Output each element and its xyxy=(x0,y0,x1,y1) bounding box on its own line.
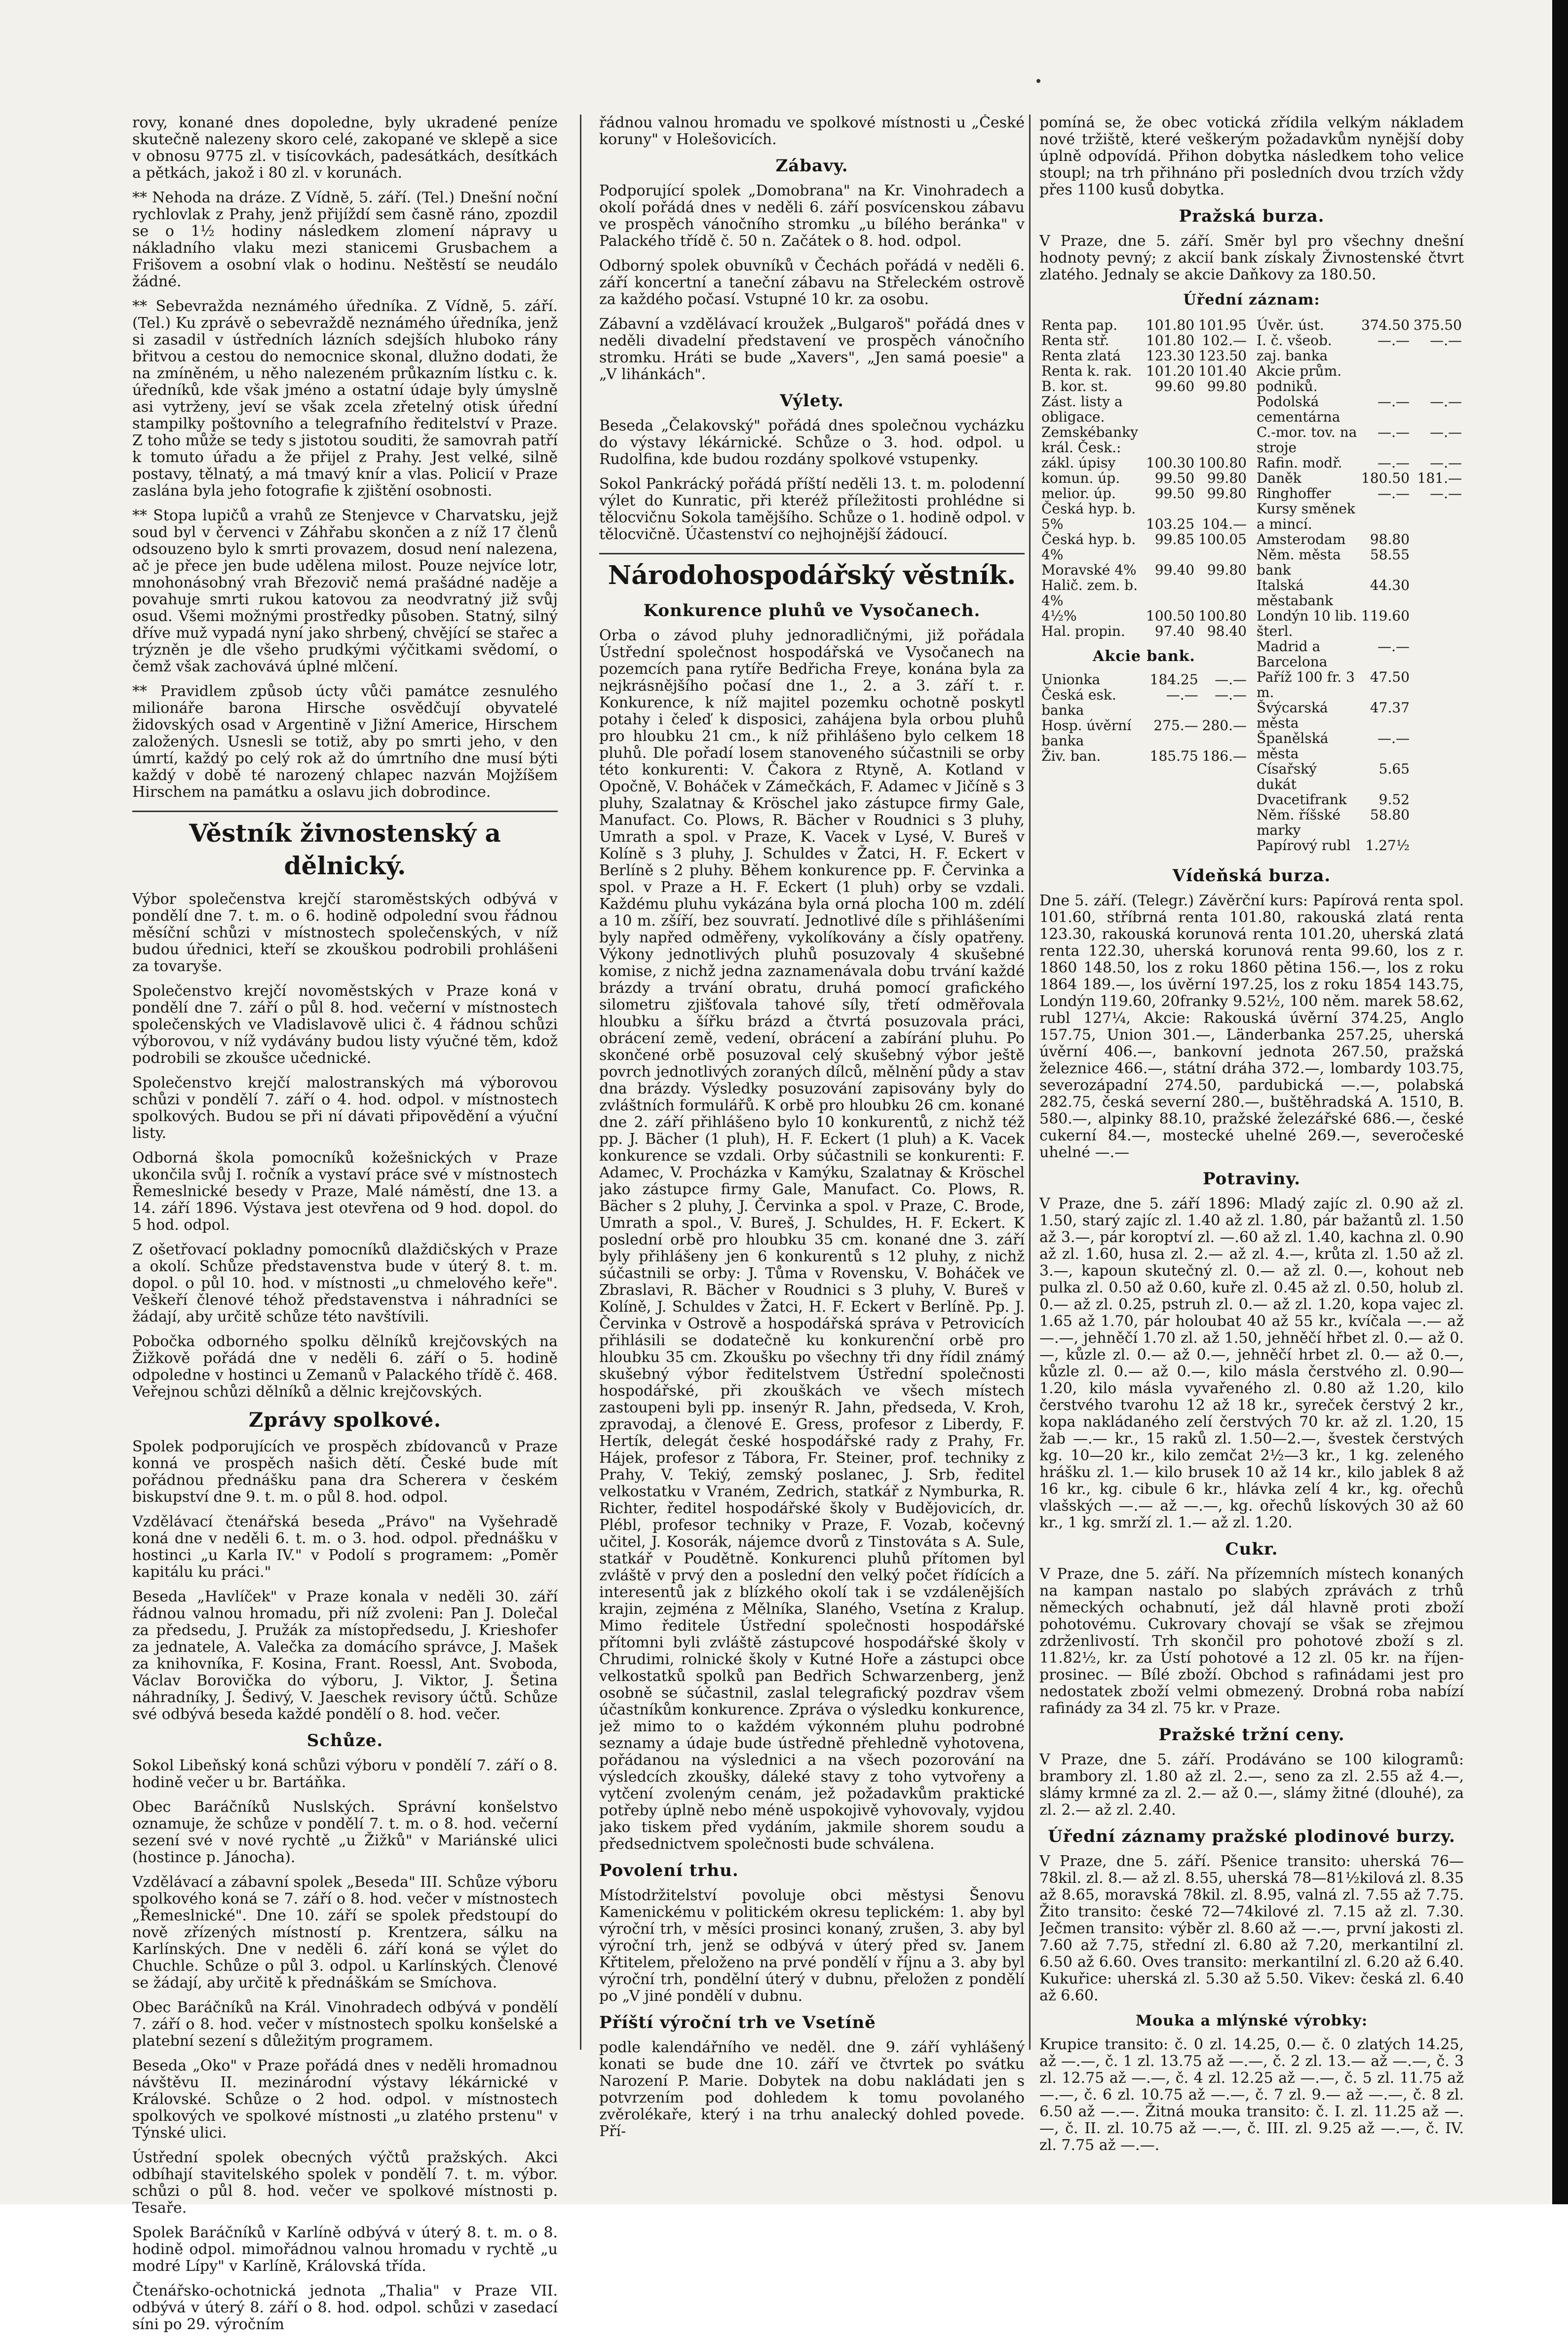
quote-value: 101.80 xyxy=(1146,332,1195,349)
article-paragraph: V Praze, dne 5. září. Prodáváno se 100 kilogramů: brambory zl. 1.80 až zl. 2.—, seno za zl. 2.55 až 4.—, slámy krmné za zl. 2.— až 0.—, slámy žitné (dlouhé), za zl. 2.— až zl. 2.40. xyxy=(1039,1751,1464,1819)
quote-name: Paříž 100 fr. 3 m. xyxy=(1257,669,1355,701)
article-paragraph: podle kalendářního ve neděl. dne 9. září vyhlášený konati se bude dne 10. září ve čtvrtek po svátku Narození P. Marie. Dobytek na dobu nakládati jen s potvrzením pod dohledem k tomu povolaného zvěrolékaře, který i na trhu analecký dohled povede. Pří- xyxy=(599,2039,1025,2140)
article-paragraph: V Praze, dne 5. září. Pšenice transito: uherská 76—78kil. zl. 8.— až zl. 8.55, uherská 78—81½kilová zl. 8.35 až 8.65, moravská 78kil. zl. 8.95, valná zl. 7.55 až 7.75. Žito transito: české 72—74kilové zl. 7.15 až zl. 7.30. Ječmen transito: výběr zl. 8.60 až —.—, první jakosti zl. 7.60 až 7.75, střední zl. 6.80 až 7.20, merkantilní zl. 6.50 až 6.60. Oves transito: merkantilní zl. 6.20 až 6.40. Kukuřice: uherská zl. 5.30 až 5.50. Vikev: česká zl. 6.40 až 6.60. xyxy=(1039,1853,1464,2004)
quote-name: Halič. zem. b. 4% xyxy=(1041,577,1138,609)
quote-value xyxy=(1144,425,1196,455)
quote-row xyxy=(1255,761,1464,792)
quote-value xyxy=(1144,578,1196,608)
quote-name: Česká hyp. b. xyxy=(1041,501,1136,517)
quote-name: B. kor. st. xyxy=(1041,378,1108,394)
quote-name: Zemskébanky král. Česk.: xyxy=(1041,424,1138,456)
quote-name: Renta pap. xyxy=(1041,317,1117,333)
bank-quotes-table xyxy=(1039,672,1249,764)
article-paragraph: Společenstvo krejčí malostranských má výborovou schůzi v pondělí 7. září o 4. hod. odpol. v místnostech spolkových. Budou se při ní dávati připovědění a výuční listy. xyxy=(132,1074,558,1142)
quote-value: —.— xyxy=(1166,687,1198,703)
quote-value xyxy=(1412,532,1464,547)
quote-value: 1.27½ xyxy=(1365,837,1410,854)
quote-value: —.— xyxy=(1215,671,1247,688)
quote-row xyxy=(1255,455,1464,470)
quote-value: 99.85 xyxy=(1154,531,1195,547)
quote-value: 101.40 xyxy=(1198,363,1247,379)
quote-row xyxy=(1255,470,1464,486)
quote-value: 99.80 xyxy=(1207,485,1247,502)
quote-value: 58.80 xyxy=(1370,807,1410,823)
quote-row xyxy=(1039,578,1249,608)
quote-value: 375.50 xyxy=(1414,317,1462,333)
quote-value: 123.50 xyxy=(1198,348,1247,364)
quote-row xyxy=(1039,363,1249,379)
quote-row xyxy=(1039,532,1249,562)
left-quote-block xyxy=(1039,315,1249,862)
quote-name: Hal. propin. xyxy=(1041,623,1125,639)
quote-value xyxy=(1412,807,1464,838)
quote-row xyxy=(1255,639,1464,669)
article-paragraph: Čtenářsko-ochotnická jednota „Thalia" v Praze VII. odbývá v úterý 8. září o 8. hod. odpol. schůzi v zasedací síni po 29. výročním xyxy=(132,2282,558,2333)
quote-value: 97.40 xyxy=(1154,623,1195,639)
column-2 xyxy=(599,115,1025,2148)
page-edge-bar xyxy=(1552,0,1568,2204)
quote-value xyxy=(1196,578,1249,608)
article-paragraph: Orba o závod pluhy jednoradličnými, již pořádala Ústřední společnost hospodářská ve Vysočanech na pozemcích pana rytíře Bedřicha Freye, konána byla za nejkrásnějšího počasí dne 1., 2. a 3. září t. r. Konkurence, k níž majitel pozemku ochotně poskytl potahy i čeleď k disposici, zahájena byla orbou pluhů pro hloubku 21 cm., k níž přihlášeno bylo celkem 18 pluhů. Dle pořadí losem stanoveného súčastnili se orby této konkurenti: V. Čakora z Rtyně, A. Kotland v Opočně, V. Boháček v Zámečkách, F. Adamec v Jičíně s 3 pluhy, Szalatnay & Kröschel jako zástupce firmy Gale, Manufact. Co. Plows, R. Bächer v Roudnici s 3 pluhy, Umrath a spol. v Praze, K. Vacek v Lysé, V. Bureš v Kolíně s 3 pluhy, J. Schuldes v Žatci, H. F. Eckert v Berlíně s 2 pluhy. Během konkurence pp. F. Červinka a spol. v Praze a H. F. Eckert (1 pluh) orby se vzdali. Každému pluhu vykázána byla orná plocha 100 m. zdélí a 10 m. zšíří, bez souvratí. Jednotlivé díle s přihlášeními byly napřed odměřeny, vykolíkovány a čísly opatřeny. Výkony jednotlivých pluhů posuzovaly 4 skušebné komise, z nichž jedna zaznamenávala dobu trvání každé brázdy a trvání obratu, druhá pomocí grafického silometru zjišťovala tahové síly, třetí odměřovala hloubku a šířku brázd a čtvrtá posuzovala práci, obrácení země, vedení, obrácení a zabírání pluhu. Po skončené orbě posuzoval celý skušebný výbor ještě povrch jednotlivých zoraných dílců, mělnění půdy a stav dna brázdy. Výsledky posuzování zapisovány byly do zvláštních formulářů. K orbě pro hloubku 26 cm. konané dne 2. září přihlášeno bylo 10 konkurentů, z nichž též pp. J. Bächer (1 pluh), H. F. Eckert (1 pluh) a K. Vacek konkurence se vzdali. Orby súčastnili se konkurenti: F. Adamec, V. Procházka v Kamýku, Szalatnay & Kröschel jako zástupce firmy Gale, Manufact. Co. Plows, R. Bächer s 2 pluhy, J. Červinka a spol. v Praze, C. Brode, Umrath a spol., V. Bureš, J. Schuldes, H. F. Eckert. K poslední orbě pro hloubku 35 cm. konané dne 3. září byly přihlášeny jen 6 konkurentů s 12 pluhy, z nichž súčastnili se orby: J. Tůma v Rovensku, V. Boháček ve Zbraslavi, R. Bächer v Roudnici s 3 pluhy, V. Bureš v Kolíně, J. Schuldes v Žatci, H. F. Eckert v Berlíně. Pp. J. Červinka v Ostrově a hospodářská správa v Petrovicích přihlásili se dodatečně ku konkurenční orbě pro hloubku 35 cm. Zkoušku po všechny tři dny řídil známý skušebný výbor ředitelstvem Ústřední společnosti hospodářské, při zkouškách ve všech místech zastoupeni byli pp. insenýr R. Jahn, předseda, V. Kroh, zpravodaj, a členové E. Gress, profesor z Liberdy, F. Hertík, delegát české hospodářské rady z Prahy, Fr. Hájek, profesor z Tábora, Fr. Steiner, prof. techniky z Prahy, V. Tekiý, zemský poslanec, J. Srb, ředitel velkostatku v Vraném, Zedrich, statkář z Nymburka, R. Richter, ředitel hospodářské školy v Budějovicích, dr. Plébl, profesor techniky v Praze, F. Vozab, kočevný učitel, J. Kosorák, nájemce dvorů z Tinstováta s A. Sule, statkář v Poudětně. Konkurenci pluhů přítomen byl zvláště v prvý den a poslední den velký počet řídících a interesentů jak z blízkého okolí tak i se vzdálenějších krajin, zejména z Mělníka, Slaného, Vsetína z Kralup. Mimo ředitele Ústřední společnosti hospodářské přítomni byli zvláště zástupcové hospodářské školy v Chrudimi, rolnické školy v Kutné Hoře a zástupci obce velkostatků spolků pan Bedřich Schwarzenberg, jenž osobně se súčastnil, zaslal telegrafický pozdrav všem účastníkům konkurence. Zpráva o výsledku konkurence, jež mimo to o každém výkonném pluhu podrobné seznamy a údaje bude ústředně přehledně vyhotovena, pořádanou na výslednici a na všech pozorování na výsledcích zkoušky, dáleké stavy z toho vytvořeny a vytčení zvoleným cenám, jež požadavkům praktické potřeby úplně nebo méně uspokojivě vyhovovaly, vyjdou jako tiskem před vydáním, jakmile shorem soudu a předsednictvem společnosti bude schválena. xyxy=(599,627,1025,1853)
quote-name: komun. úp. xyxy=(1041,470,1120,486)
quote-name: Živ. ban. xyxy=(1041,748,1101,764)
quote-row xyxy=(1255,547,1464,578)
subheading-annual-fair: Příští výroční trh ve Vsetíně xyxy=(599,2013,876,2032)
quote-row xyxy=(1039,348,1249,363)
quote-row xyxy=(1255,501,1464,532)
quote-name: Renta stř. xyxy=(1041,332,1109,349)
quote-value: —.— xyxy=(1215,687,1247,703)
quote-value xyxy=(1196,425,1249,455)
quote-value: 99.80 xyxy=(1207,470,1247,486)
quote-value: 99.60 xyxy=(1154,378,1195,394)
article-paragraph: Obec Baráčníků na Král. Vinohradech odbývá v pondělí 7. září o 8. hod. večer v místnostech spolku konšelské a platební sezení s důležitým programem. xyxy=(132,1999,558,2050)
quote-row xyxy=(1039,516,1249,532)
article-paragraph: Odborná škola pomocníků kožešnických v Praze ukončila svůj I. ročník a vystaví práce své v místnostech Řemeslnické besedy v Praze, Malé náměstí, dne 13. a 14. září 1896. Výstava jest otevřena od 9 hod. dopol. do 5 hod. odpol. xyxy=(132,1149,558,1234)
quote-value xyxy=(1196,394,1249,425)
quote-name: Kursy směnek a mincí. xyxy=(1257,501,1355,532)
quote-value: —.— xyxy=(1430,424,1462,440)
section-heading-trades: Věstník živnostenský a dělnický. xyxy=(132,811,558,882)
article-paragraph: Beseda „Čelakovský" pořádá dnes společnou vycházku do výstavy lékárnické. Schůze o 3. hod. odpol. u Rudolfina, kde budou rozdány spolkové vstupenky. xyxy=(599,417,1025,468)
quote-name: Podolská cementárna xyxy=(1257,393,1340,425)
quote-row xyxy=(1255,807,1464,838)
quote-row xyxy=(1255,425,1464,455)
quote-name: Daněk xyxy=(1257,470,1301,486)
quote-value: 100.80 xyxy=(1198,455,1247,471)
quote-row xyxy=(1039,562,1249,578)
quote-value: 180.50 xyxy=(1361,470,1410,486)
quote-value: 100.30 xyxy=(1146,455,1195,471)
quote-value: 123.30 xyxy=(1146,348,1195,364)
quote-value: 44.30 xyxy=(1370,577,1410,593)
quote-row xyxy=(1039,748,1249,764)
quote-row xyxy=(1255,363,1464,394)
quote-name: Něm. města bank xyxy=(1257,546,1341,578)
quote-value xyxy=(1196,501,1249,516)
quote-value: 186.— xyxy=(1202,748,1247,764)
quote-value: 99.80 xyxy=(1207,562,1247,578)
quote-row xyxy=(1255,669,1464,700)
quote-row xyxy=(1039,317,1249,333)
quote-value: —.— xyxy=(1430,455,1462,471)
quote-row xyxy=(1039,394,1249,425)
quote-name: Španělská města xyxy=(1257,730,1329,762)
quote-name: Moravské 4% xyxy=(1041,562,1137,578)
quote-value xyxy=(1412,761,1464,792)
quote-value: 275.— xyxy=(1153,717,1198,734)
quote-value: —.— xyxy=(1430,332,1462,349)
section-heading-clubs: Zprávy spolkové. xyxy=(249,1408,441,1432)
quote-name: Něm. říšské marky xyxy=(1257,807,1341,838)
quote-value xyxy=(1412,639,1464,669)
quote-value: 98.40 xyxy=(1207,623,1247,639)
quote-name: Amsterodam xyxy=(1257,531,1346,547)
quote-value: 98.80 xyxy=(1370,531,1410,547)
article-paragraph: Z ošetřovací pokladny pomocníků dlaždičských v Praze a okolí. Schůze představenstva bude v úterý 8. t. m. dopol. o půl 10. hod. v místnosti „u chmelového keře". Veškeří členové téhož představenstva i náhradníci se žádají, aby určitě schůze této navštívili. xyxy=(132,1241,558,1326)
quote-row xyxy=(1039,608,1249,624)
quote-value: 5.65 xyxy=(1378,761,1410,777)
quote-name: Londýn 10 lib. šterl. xyxy=(1257,608,1357,639)
quote-row xyxy=(1039,718,1249,748)
column-3 xyxy=(1039,115,1464,2162)
quote-row xyxy=(1039,470,1249,486)
quote-value: 102.— xyxy=(1202,332,1247,349)
article-paragraph: Beseda „Havlíček" v Praze konala v neděli 30. září řádnou valnou hromadu, při níž zvoleni: Pan J. Dolečal za předsedu, J. Pružák za místopředsedu, J. Krieshofer za jednatele, A. Valečka za domácího správce, J. Mašek za knihovníka, F. Kosina, Frant. Roessl, Ant. Svoboda, Václav Borovička do výboru, J. Viktor, J. Šetina náhradníky, J. Šedivý, V. Jaeschek revisory účtů. Schůze své odbývá beseda každé pondělí o 8. hod. večer. xyxy=(132,1588,558,1723)
quote-row xyxy=(1039,425,1249,455)
quote-name: Unionka xyxy=(1041,671,1101,688)
quote-name: Úvěr. úst. xyxy=(1257,317,1324,333)
quote-name: 4½% xyxy=(1041,608,1077,624)
quote-value xyxy=(1412,578,1464,608)
article-paragraph: Vzdělávací čtenářská beseda „Právo" na Vyšehradě koná dne v neděli 6. t. m. o 3. hod. odpol. přednášku v hostinci „u Karla IV." v Podolí s programem: „Poměr kapitálu ku práci." xyxy=(132,1513,558,1581)
quote-value: —.— xyxy=(1377,424,1410,440)
quote-row xyxy=(1255,532,1464,547)
article-paragraph: Sokol Pankrácký pořádá příští neděli 13. t. m. polodenní výlet do Kunratic, při kteréž příležitosti prohlédne si tělocvičnu Sokola tamějšího. Schůze o 1. hodině odpol. v tělocvičně. Účastenství co nejhojnější žádoucí. xyxy=(599,475,1025,543)
quote-name: Ringhoffer xyxy=(1257,485,1331,502)
quote-value xyxy=(1412,731,1464,761)
quote-value xyxy=(1412,547,1464,578)
quote-name: Madrid a Barcelona xyxy=(1257,638,1328,670)
quote-value: 101.80 xyxy=(1146,317,1195,333)
section-heading-economy: Národohospodářský věstník. xyxy=(599,553,1025,592)
quote-name: Císařský dukát xyxy=(1257,761,1317,792)
article-paragraph: rovy, konané dnes dopoledne, byly ukradené peníze skutečně nalezeny skoro celé, zakopané ve sklepě a sice v obnosu 9775 zl. v tisícovkách, padesátkách, desítkách a pětkách, jakož i 80 zl. v korunách. xyxy=(132,115,558,182)
subheading-flour: Mouka a mlýnské výrobky: xyxy=(1135,2012,1368,2029)
quote-row xyxy=(1039,624,1249,639)
subheading-meetings: Schůze. xyxy=(306,1731,383,1751)
quote-name: zákl. úpisy xyxy=(1041,455,1116,471)
article-paragraph: pomíná se, že obec votická zřídila velkým nákladem nové tržiště, které veškerým požadavkům nynější doby úplně odpovídá. Přihon dobytka následkem toho velice stoupl; na trh přihnáno při posledních dvou trzích vždy přes 1100 kusů dobytka. xyxy=(1039,115,1464,198)
subheading-trips: Výlety. xyxy=(780,391,844,411)
quote-value: 47.50 xyxy=(1370,669,1410,685)
quote-row xyxy=(1255,578,1464,608)
article-paragraph: V Praze, dne 5. září 1896: Mladý zajíc zl. 0.90 až zl. 1.50, starý zajíc zl. 1.40 až zl. 1.80, pár bažantů zl. 1.50 až 3.—, pár koroptví zl. —.60 až zl. 1.40, kachna zl. 0.90 až zl. 1.60, husa zl. 2.— až zl. 4.—, krůta zl. 1.50 až zl. 3.—, kapoun skutečný zl. 0.— až zl. 0.—, kohout neb pulka zl. 0.50 až 0.60, kuře zl. 0.45 až zl. 0.50, holub zl. 0.— až zl. 0.25, pstruh zl. 0.— až zl. 1.20, kopa vajec zl. 1.65 až 1.70, pár holoubat 40 až 55 kr., kvíčala —.— až —.—, jehněčí 1.70 zl. až 1.50, jehněčí hřbet zl. 0.— až 0.—, kůzle zl. 0.— až 0.—, jehněčí hrbet zl. 0.— až 0.—, kůzle zl. 0.— až 0.—, kilo másla čerstvého zl. 0.90—1.20, kilo másla vyvařeného zl. 0.80 až 1.20, kilo čerstvého tvarohu 12 až 18 kr., syreček čerstvý 2 kr., kopa nakládaného zelí čerstvých 70 kr. až zl. 1.20, 15 žab —.— kr., 15 raků zl. 1.50—2.—, švestek čerstvých kg. 10—20 kr., kilo zemčat 2½—3 kr., 1 kg. zeleného hrášku zl. 1.— kilo brusek 10 až 14 kr., kilo jablek 8 až 16 kr., kg. cibule 6 kr., hlávka zelí 4 kr., kg. ořechů vlašských —.— až —.—, kg. ořechů lískových 30 až 60 kr., 1 kg. smrží zl. 1.— až zl. 1.20. xyxy=(1039,1195,1464,1531)
subheading-prague-exchange: Pražská burza. xyxy=(1179,206,1325,226)
article-paragraph: Sokol Libeňský koná schůzi výboru v pondělí 7. září o 8. hodině večer u br. Bartáňka. xyxy=(132,1757,558,1791)
quote-value: —.— xyxy=(1430,485,1462,502)
quote-name: I. č. všeob. zaj. banka xyxy=(1257,332,1332,364)
article-paragraph: ** Sebevražda neznámého úředníka. Z Vídně, 5. září. (Tel.) Ku zprávě o sebevraždě neznámého úředníka, jenž si zasadil v ústředních lázních sdejších hluboko rány břitvou a cestou do nemocnice skonal, dlužno dodati, že na zmíněném, u něho nalezeném průkazním lístku c. k. úředníků, kde však jméno a ostatní údaje byly úmyslně asi vytrženy, jeví se však zcela zřetelný otisk úřední stampilky poštovního a telegrafního ředitelství v Praze. Z toho může se tedy s jistotou souditi, že samovrah patří k tomuto úřadu a že přijel z Prahy. Jest velké, silně postavy, tělnatý, a má tmavý knír a vlas. Policií v Praze zaslána byla jeho fotografie k zjištění osobnosti. xyxy=(132,298,558,500)
quote-value: —.— xyxy=(1377,393,1410,410)
quote-row xyxy=(1039,333,1249,348)
quote-value xyxy=(1412,363,1464,394)
quote-name: Švýcarská města xyxy=(1257,700,1328,731)
quote-name: Renta zlatá xyxy=(1041,348,1121,364)
article-paragraph: Vzdělávací a zábavní spolek „Beseda" III. Schůze výboru spolkového koná se 7. září o 8. hod. večer v místnostech „Řemeslnické". Dne 10. září se spolek předstoupí do nově zřízených místností p. Krentzera, sálku na Karlínských. Dne v neděli 6. září koná se výlet do Chuchle. Schůze o půl 3. odpol. u Karlínských. Členové se žádají, aby určitě k přednáškám se Smíchova. xyxy=(132,1873,558,1991)
article-paragraph: ** Stopa lupičů a vrahů ze Stenjevce v Charvatsku, jejž soud byl v červenci v Záhřabu skončen a z níž 17 členů odsouzeno bylo k smrti provazem, dosud není nalezena, ač je přece jen bude udělena milost. Pouze nejvíce lotr, mnohonásobný vrah Březovič nemá prašádné naděje a povahuje smrti rukou katovou za neodvratný již svůj osud. Všemi možnými prostředky působen. Statný, silný dříve muž vypadá nyní jako shrbený, chvějící se stařec a trýzněn je dle všeho prudkými výčitkami svědomí, o čemž však zachovává úplné mlčení. xyxy=(132,507,558,675)
quote-row xyxy=(1255,317,1464,333)
article-paragraph: Výbor společenstva krejčí staroměstských odbývá v pondělí dne 7. t. m. o 6. hodině odpolední svou řádnou měsíční schůzi v místnostech společenských, v níž budou úřednici, kteří se zkouškou podrobili prohlášeni za tovaryše. xyxy=(132,891,558,975)
quote-value: 99.50 xyxy=(1154,470,1195,486)
quote-value: —.— xyxy=(1377,638,1410,655)
quote-row xyxy=(1255,792,1464,807)
article-paragraph: Dne 5. září. (Telegr.) Závěrční kurs: Papírová renta spol. 101.60, stříbrná renta 101.80, rakouská zlatá renta 123.30, rakouská korunová renta 101.20, uherská zlatá renta 122.30, uherská korunová renta 99.60, los z r. 1860 148.50, los z roku 1860 pětina 156.—, los z roku 1864 189.—, los úvěrní 197.25, los z roku 1854 143.75, Londýn 119.60, 20franky 9.52½, 100 něm. marek 58.62, rubl 127¼, Akcie: Rakouská úvěrní 374.25, Anglo 157.75, Union 301.—, Länderbanka 257.25, uherská úvěrní 406.—, bankovní jednota 267.50, pražská železnice 466.—, státní dráha 372.—, lombardy 103.75, severozápadní 274.50, pardubická —.—, polabská 282.75, česká severní 280.—, buštěhradská A. 1510, B. 580.—, alpinky 88.10, pražské železářské 686.—, české cukerní 84.—, mostecké uhelné 269.—, severočeské uhelné —.— xyxy=(1039,892,1464,1161)
bond-quotes-table xyxy=(1039,317,1249,639)
quote-value: 100.05 xyxy=(1198,531,1247,547)
quote-row xyxy=(1255,394,1464,425)
quote-value xyxy=(1412,669,1464,700)
quote-value: 99.40 xyxy=(1154,562,1195,578)
quote-name: Česká hyp. b. 4% xyxy=(1041,531,1136,563)
quote-value xyxy=(1359,363,1412,394)
article-paragraph: Krupice transito: č. 0 zl. 14.25, 0.— č. 0 zlatých 14.25, až —.—, č. 1 zl. 13.75 až —.—, č. 2 zl. 13.— až —.—, č. 3 zl. 12.75 až —.—, č. 4 zl. 12.25 až —.—, č. 5 zl. 11.75 až —.—, č. 6 zl. 10.75 až —.—, č. 7 zl. 9.— až —.—, č. 8 zl. 6.50 až —.—. Žitná mouka transito: č. I. zl. 11.25 až —.—, č. II. zl. 10.75 až —.—, č. III. zl. 9.25 až —.—, č. IV. zl. 7.75 až —.—. xyxy=(1039,2036,1464,2154)
quote-value xyxy=(1144,501,1196,516)
quote-value xyxy=(1412,501,1464,532)
quote-value: 100.50 xyxy=(1146,608,1195,624)
quote-value: —.— xyxy=(1430,393,1462,410)
quote-value: 58.55 xyxy=(1370,546,1410,563)
quote-name: Renta k. rak. xyxy=(1041,363,1132,379)
quote-row xyxy=(1255,608,1464,639)
quote-name: Česká esk. banka xyxy=(1041,687,1116,718)
exchange-tables xyxy=(1039,315,1464,862)
quote-value: —.— xyxy=(1377,730,1410,746)
quote-value xyxy=(1412,608,1464,639)
official-listing-label: Úřední záznam: xyxy=(1183,291,1320,309)
article-paragraph: ** Nehoda na dráze. Z Vídně, 5. září. (Tel.) Dnešní noční rychlovlak z Prahy, jenž přijíždí sem časně ráno, zpozdil se o 1½ hodiny následkem zlomení nápravy u nákladního vlaku mezi stanicemi Grusbachem a Frišovem a osobní vlak o hodinu. Neštěstí se neudálo žádné. xyxy=(132,189,558,290)
quote-name: Akcie prům. podniků. xyxy=(1257,363,1342,394)
quote-row xyxy=(1039,486,1249,501)
article-paragraph: Místodržitelství povoluje obci městysi Šenovu Kamenickému v politickém okresu teplickém: 1. aby byl výroční trh, v měsíci prosinci konaný, zrušen, 3. aby byl výroční trh, jenž se odbývá v úterý před sv. Janem Křtitelem, přeloženo na prvé pondělí v říjnu a 3. aby byl výroční trh, pondělní úterý v dubnu, přeložen z pondělí po „V jiné pondělí v dubnu. xyxy=(599,1887,1025,2005)
print-speck xyxy=(1036,79,1040,83)
quote-value: 184.25 xyxy=(1149,671,1198,688)
subheading-vienna-exchange: Vídeňská burza. xyxy=(1172,866,1331,886)
article-paragraph: Beseda „Oko" v Praze pořádá dnes v neděli hromadnou návštěvu II. mezinárodní výstavy lékárnické v Královské. Schůze o 2 hod. odpol. v místnostech spolkových ve spolkové místnosti „u zlatého prstenu" v Týnské ulici. xyxy=(132,2057,558,2142)
quote-name: 5% xyxy=(1041,516,1064,532)
column-divider-2 xyxy=(1029,115,1031,2050)
article-paragraph: Spolek podporujících ve prospěch zbídovanců v Praze konná ve prospěch našich dětí. České bude mít pořádnou přednášku pana dra Scherera v českém biskupství dne 9. t. m. o půl 8. hod. odpol. xyxy=(132,1438,558,1506)
quote-value: 99.50 xyxy=(1154,485,1195,502)
quote-value: —.— xyxy=(1377,332,1410,349)
quote-row xyxy=(1255,700,1464,731)
quote-value xyxy=(1144,394,1196,425)
quote-value: 185.75 xyxy=(1149,748,1198,764)
subheading-foodstuffs: Potraviny. xyxy=(1202,1169,1301,1189)
quote-name: Hosp. úvěrní banka xyxy=(1041,717,1132,749)
bank-shares-heading: Akcie bank. xyxy=(1093,648,1195,665)
quote-value: 99.80 xyxy=(1207,378,1247,394)
quote-value: 101.20 xyxy=(1146,363,1195,379)
subheading-market-permit: Povolení trhu. xyxy=(599,1861,739,1880)
quote-value xyxy=(1359,501,1412,532)
quote-row xyxy=(1255,333,1464,363)
quote-row xyxy=(1039,455,1249,470)
quote-value: 374.50 xyxy=(1361,317,1410,333)
shares-and-rates-table xyxy=(1255,317,1464,853)
quote-row xyxy=(1039,687,1249,718)
article-paragraph: Zábavní a vzdělávací kroužek „Bulgaroš" pořádá dnes v neděli divadelní představení ve prospěch vánočního stromku. Hráti se bude „Xavers", „Jen samá poesie" a „V lihánkách". xyxy=(599,315,1025,383)
subheading-plough-contest: Konkurence pluhů ve Vysočanech. xyxy=(643,601,981,621)
quote-row xyxy=(1255,838,1464,853)
article-paragraph: V Praze, dne 5. září. Na přízemních místech konaných na kampan nastalo po slabých zprávách z trhů německých ochabnutí, jež dál hlavně proti zboží pohotovému. Cukrovary chovají se však se zřejmou zdrženlivostí. Trh skončil pro pohotové zboží s zl. 11.82½, kr. za Ústí pohotové a 12 zl. 05 kr. na říjen-prosinec. — Bílé zboží. Obchod s rafinádami jest pro nedostatek zboží velmi obmezený. Drobná roba nabízí rafinády za 34 zl. 75 kr. v Praze. xyxy=(1039,1565,1464,1717)
quote-value: 104.— xyxy=(1202,516,1247,532)
quote-row xyxy=(1039,501,1249,516)
subheading-market-prices: Pražské tržní ceny. xyxy=(1158,1725,1345,1745)
right-quote-block xyxy=(1255,315,1464,862)
quote-name: C.-mor. tov. na stroje xyxy=(1257,424,1357,456)
quote-value xyxy=(1412,792,1464,807)
subheading-entertainment: Zábavy. xyxy=(775,156,848,176)
quote-value xyxy=(1412,838,1464,853)
subheading-produce-exchange: Úřední záznamy pražské plodinové burzy. xyxy=(1048,1827,1455,1846)
article-paragraph: Podporující spolek „Domobrana" na Kr. Vinohradech a okolí pořádá dnes v neděli 6. září posvícenskou zábavu ve prospěch vánočního stromku „u bílého beránka" v Palackého třídě č. 50 n. Začátek o 8. hod. odpol. xyxy=(599,182,1025,250)
quote-value xyxy=(1412,700,1464,731)
quote-value: 181.— xyxy=(1417,470,1462,486)
quote-value: 47.37 xyxy=(1370,700,1410,716)
quote-name: melior. úp. xyxy=(1041,485,1116,502)
column-divider-1 xyxy=(580,115,581,2050)
quote-name: Dvacetifrank xyxy=(1257,791,1347,808)
quote-value: —.— xyxy=(1377,455,1410,471)
quote-value: 103.25 xyxy=(1146,516,1195,532)
quote-name: Zást. listy a obligace. xyxy=(1041,393,1123,425)
article-paragraph: řádnou valnou hromadu ve spolkové místnosti u „České koruny" v Holešovicích. xyxy=(599,115,1025,148)
subheading-sugar: Cukr. xyxy=(1225,1539,1278,1559)
quote-name: Italská městabank xyxy=(1257,577,1334,609)
quote-value: 280.— xyxy=(1202,717,1247,734)
quote-value: —.— xyxy=(1377,485,1410,502)
article-paragraph: Obec Baráčníků Nuslských. Správní konšelstvo oznamuje, že schůze v pondělí 7. t. m. o 8. hod. večerní sezení své v nové rychtě „u Žižků" v Mariánské ulici (hostince p. Jánocha). xyxy=(132,1798,558,1866)
article-paragraph: Pobočka odborného spolku dělníků krejčovských na Žižkově pořádá dne v neděli 6. září o 5. hodině odpoledne v hostinci u Zemanů v Palackého třídě č. 468. Veřejnou schůzi dělníků a dělnic krejčovských. xyxy=(132,1333,558,1401)
article-paragraph: Společenstvo krejčí novoměstských v Praze koná v pondělí dne 7. září o půl 8. hod. večerní v místnostech společenských ve Vladislavově ulici č. 4 řádnou schůzi výborovou, v níž vydávány budou listy výučné těm, kdož podrobili se zkoušce učednické. xyxy=(132,982,558,1067)
article-paragraph: Ústřední spolek obecných výčtů pražských. Akci odbíhají stavitelského spolek v pondělí 7. t. m. výbor. schůzi o půl 8. hod. večer ve spolkové místnosti p. Tesaře. xyxy=(132,2149,558,2217)
quote-name: Rafin. modř. xyxy=(1257,455,1342,471)
article-paragraph: V Praze, dne 5. září. Směr byl pro všechny dnešní hodnoty pevný; z akcií bank získaly Živnostenské čtvrt zlatého. Jednaly se akcie Daňkovy za 180.50. xyxy=(1039,233,1464,283)
quote-row xyxy=(1255,486,1464,501)
article-paragraph: ** Pravidlem způsob úcty vůči památce zesnulého milionáře barona Hirsche osvědčují obyvatelé židovských osad v Argentině v Jižní Americe, Hirschem založených. Usnesli se totiž, aby po smrti jeho, v den úmrtí, každý po celý rok až do úmrtního dne musí býti každý v době té narozený chlapec nazván Mojžíšem Hirschem na památku a oslavu jich dobrodince. xyxy=(132,683,558,801)
column-1 xyxy=(132,115,558,2341)
quote-value: 9.52 xyxy=(1378,791,1410,808)
quote-row xyxy=(1255,731,1464,761)
quote-value: 101.95 xyxy=(1198,317,1247,333)
quote-value: 119.60 xyxy=(1361,608,1410,624)
quote-row xyxy=(1039,672,1249,687)
quote-row xyxy=(1039,379,1249,394)
article-paragraph: Odborný spolek obuvníků v Čechách pořádá v neděli 6. září koncertní a taneční zábavu na Střeleckém ostrově za každého počasí. Vstupné 10 kr. za osobu. xyxy=(599,257,1025,308)
quote-name: Papírový rubl xyxy=(1257,837,1351,854)
quote-value: 100.80 xyxy=(1198,608,1247,624)
article-paragraph: Spolek Baráčníků v Karlíně odbývá v úterý 8. t. m. o 8. hodině odpol. mimořádnou valnou hromadu v rychtě „u modré Lípy" v Karlíně, Královská třída. xyxy=(132,2224,558,2275)
